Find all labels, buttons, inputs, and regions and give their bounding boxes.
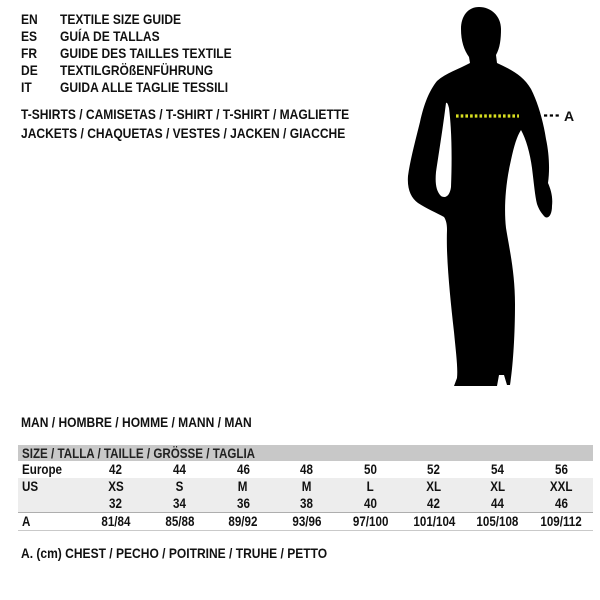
size-cell: 109/112 [529, 513, 593, 531]
size-cell: 42 [109, 462, 123, 477]
size-cell: 48 [300, 462, 314, 477]
language-title: GUIDE DES TAILLES TEXTILE [60, 45, 232, 61]
size-cell: 52 [427, 462, 441, 477]
size-cell: M [238, 479, 248, 494]
category-line-jackets: JACKETS / CHAQUETAS / VESTES / JACKEN / GIACCHE [21, 125, 346, 141]
size-cell: 89/92 [211, 513, 275, 531]
language-row-it [21, 79, 260, 96]
size-cell: 93/96 [275, 513, 339, 531]
size-cell: 44 [172, 462, 186, 477]
language-code: DE [21, 62, 38, 78]
language-row-fr [21, 45, 260, 62]
size-cell: 56 [554, 462, 568, 477]
size-cell: 85/88 [148, 513, 212, 531]
size-cell: 32 [109, 496, 123, 511]
category-line-tshirts: T-SHIRTS / CAMISETAS / T-SHIRT / T-SHIRT / MAGLIETTE [21, 106, 350, 122]
size-cell: XXL [549, 479, 573, 494]
category-lines [21, 105, 403, 143]
language-code: ES [21, 28, 38, 44]
size-cell: 46 [554, 496, 568, 511]
size-cell: 38 [300, 496, 314, 511]
size-table-header: SIZE / TALLA / TAILLE / GRÖSSE / TAGLIA [18, 445, 593, 461]
measurement-footnote: A. (cm) CHEST / PECHO / POITRINE / TRUHE / PETTO [21, 545, 328, 561]
language-row-de [21, 62, 260, 79]
size-cell: XL [490, 479, 505, 494]
man-silhouette-figure [395, 0, 600, 400]
row-label [18, 495, 84, 513]
row-label: A [18, 513, 84, 531]
size-cell: 36 [236, 496, 250, 511]
language-title: TEXTILE SIZE GUIDE [60, 11, 182, 27]
table-row-europe [18, 461, 593, 478]
size-cell: S [175, 479, 184, 494]
size-cell: 46 [236, 462, 250, 477]
language-code: IT [21, 79, 32, 95]
size-cell: 34 [172, 496, 186, 511]
size-cell: 50 [363, 462, 377, 477]
table-row-numeric [18, 495, 593, 513]
section-title: MAN / HOMBRE / HOMME / MANN / MAN [21, 414, 252, 430]
language-code: EN [21, 11, 38, 27]
size-cell: XS [108, 479, 124, 494]
language-code: FR [21, 45, 38, 61]
language-title: GUÍA DE TALLAS [60, 28, 160, 44]
size-cell: L [366, 479, 374, 494]
size-cell: 54 [491, 462, 505, 477]
size-cell: XL [426, 479, 442, 494]
language-title: TEXTILGRÖßENFÜHRUNG [60, 62, 214, 78]
size-cell: M [301, 479, 312, 494]
language-row-es [21, 28, 260, 45]
size-cell: 81/84 [84, 513, 148, 531]
size-cell: 42 [427, 496, 441, 511]
row-label: Europe [22, 462, 63, 477]
table-row-us [18, 478, 593, 495]
size-table [18, 445, 593, 531]
size-cell: 44 [491, 496, 505, 511]
size-cell: 40 [363, 496, 377, 511]
measure-label-a: A [564, 108, 575, 124]
row-label: US [22, 479, 39, 494]
size-cell: 97/100 [339, 513, 403, 531]
size-table-header-row [18, 445, 593, 461]
language-title: GUIDA ALLE TAGLIE TESSILI [60, 79, 229, 95]
language-list [21, 11, 260, 96]
man-silhouette [408, 7, 552, 386]
size-cell: 101/104 [402, 513, 466, 531]
table-row-chest [18, 513, 593, 531]
size-cell: 105/108 [466, 513, 530, 531]
language-row-en [21, 11, 260, 28]
